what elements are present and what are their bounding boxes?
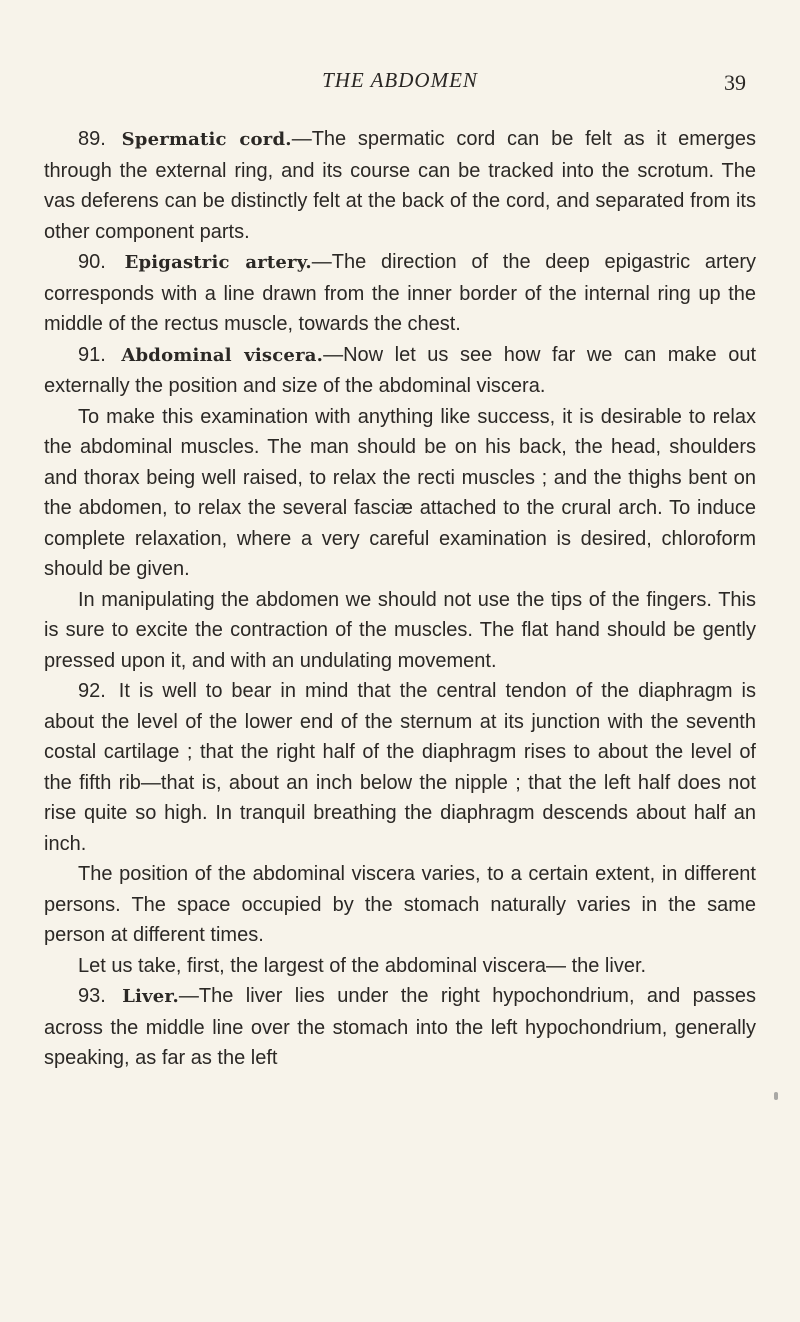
paragraph-text: —The liver lies under the right hypochondrium, and passes across the middle line over the stomach into the left hypochondrium, generally speaking, as far as the left — [44, 985, 757, 1069]
paragraph-text: —The direction of the deep epigastric artery corresponds with a line drawn from the inner border of the internal ring up the middle of the rectus muscle, towards the chest. — [44, 251, 757, 335]
paragraph-number: 92. — [78, 680, 106, 702]
paragraph-text: —The spermatic cord can be felt as it emerges through the external ring, and its course can be tracked into the scrotum. The vas deferens can be distinctly felt at the back of the cord, and separated from its other component parts. — [44, 128, 756, 243]
paragraph-number: 89. — [78, 128, 106, 150]
running-title: THE ABDOMEN — [322, 68, 478, 92]
paragraph-93 — [44, 981, 756, 1074]
running-head — [0, 68, 800, 98]
section-heading: Epigastric artery. — [124, 252, 312, 273]
paragraph-number: 91. — [78, 343, 106, 366]
paragraph-largest — [44, 951, 756, 982]
paragraph-text: —Now let us see how far we can make out externally the position and size of the abdominal viscera. — [44, 343, 757, 397]
paragraph-91 — [44, 340, 756, 402]
section-heading: Spermatic cord. — [121, 129, 292, 150]
paragraph-text: To make this examination with anything like success, it is desirable to relax the abdominal muscles. The man should be on his back, the head, shoulders and thorax being well raised, to relax the recti muscles ; and the thighs bent on the abdomen, to relax the several fasciæ attached to the crural arch. To induce complete relaxation, where a very careful examination is desired, chloroform should be given. — [44, 405, 756, 580]
page-number: 39 — [724, 70, 746, 95]
paragraph-89 — [44, 124, 756, 247]
paragraph-position — [44, 859, 756, 951]
paragraph-92 — [44, 676, 756, 859]
paragraph-text: In manipulating the abdomen we should not use the tips of the fingers. This is sure to excite the contraction of the muscles. The flat hand should be gently pressed upon it, and with an undulating movement. — [44, 588, 756, 672]
body-text — [44, 124, 756, 1074]
paragraph-text: The position of the abdominal viscera varies, to a certain extent, in different persons. The space occupied by the stomach naturally varies in the same person at different times. — [44, 863, 756, 946]
paragraph-manipulating — [44, 585, 756, 677]
paragraph-text: Let us take, first, the largest of the abdominal viscera— the liver. — [78, 954, 647, 977]
paragraph-90 — [44, 247, 756, 340]
section-heading: Liver. — [122, 986, 179, 1007]
paragraph-relaxation — [44, 402, 756, 585]
page-speck — [774, 1092, 778, 1100]
paragraph-number: 93. — [78, 985, 106, 1007]
paragraph-number: 90. — [78, 251, 106, 273]
paragraph-text: It is well to bear in mind that the central tendon of the diaphragm is about the level of the lower end of the sternum at its junction with the seventh costal cartilage ; that the right half of the diaphragm rises to about the level of the fifth rib—that is, about an inch below the nipple ; that the left half does not rise quite so high. In tranquil breathing the diaphragm descends about half an inch. — [44, 680, 756, 855]
section-heading: Abdominal viscera. — [121, 344, 324, 366]
